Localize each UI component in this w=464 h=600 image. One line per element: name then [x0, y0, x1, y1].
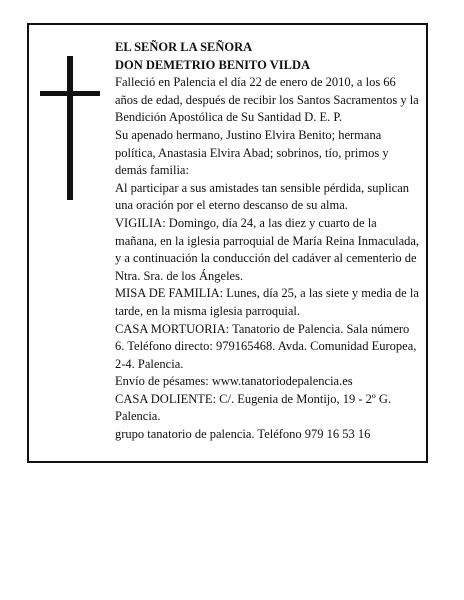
cross-horizontal-bar	[40, 91, 100, 96]
family-mass-details: MISA DE FAMILIA: Lunes, día 25, a las siete y media de la tarde, en la misma iglesia parroquial.	[115, 286, 419, 318]
notice-heading-name: DON DEMETRIO BENITO VILDA	[115, 57, 311, 72]
death-announcement: Falleció en Palencia el día 22 de enero de 2010, a los 66 años de edad, después de recibir los Santos Sacramentos y la Bendición Apostólica de Su Santidad D. E. P.	[115, 75, 419, 125]
vigil-details: VIGILIA: Domingo, día 24, a las diez y cuarto de la mañana, en la iglesia parroquial de María Reina Inmaculada, y a continuación la conducción del cadáver al cementerio de Ntra. Sra. de los Ángeles.	[115, 215, 420, 283]
notice-heading-title: EL SEÑOR LA SEÑORA	[115, 40, 253, 54]
family-mourners: Su apenado hermano, Justino Elvira Benito; hermana política, Anastasia Elvira Abad; sobrinos, tío, primos y demás familia:	[115, 127, 389, 178]
condolences-website: Envío de pésames: www.tanatoriodepalencia.es	[115, 374, 353, 389]
family-home-address: CASA DOLIENTE: C/. Eugenia de Montijo, 19 - 2º G. Palencia.	[115, 391, 392, 424]
obituary-notice	[27, 23, 428, 463]
cross-icon	[40, 56, 100, 200]
prayer-request: Al participar a sus amistades tan sensible pérdida, suplican una oración por el eterno descanso de su alma.	[115, 180, 410, 213]
funeral-home-details: CASA MORTUORIA: Tanatorio de Palencia. Sala número 6. Teléfono directo: 979165468. Avda. Comunidad Europea, 2-4. Palencia.	[115, 321, 417, 371]
funeral-group-phone: grupo tanatorio de palencia. Teléfono 979 16 53 16	[115, 427, 371, 442]
cross-vertical-bar	[67, 56, 73, 200]
notice-text	[115, 39, 421, 444]
